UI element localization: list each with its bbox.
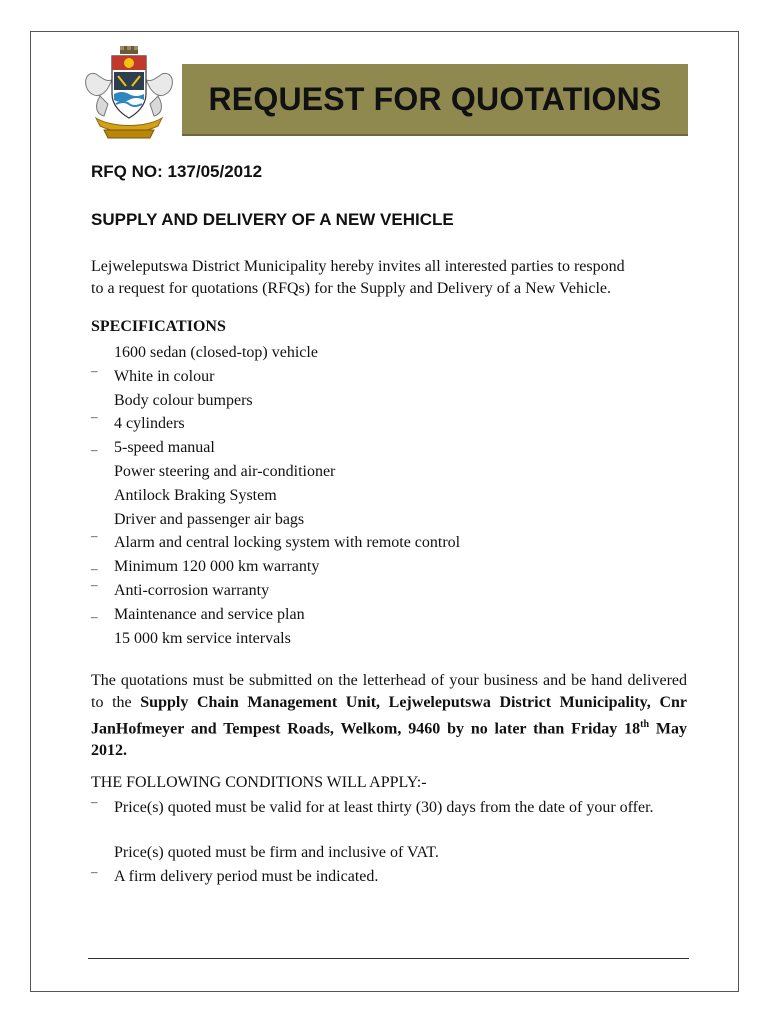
spec-item: Anti-corrosion warranty — [114, 581, 270, 599]
spec-item: Body colour bumpers — [114, 391, 253, 409]
rfq-number: RFQ NO: 137/05/2012 — [91, 162, 263, 181]
submission-text: The quotations must be submitted on the letterhead of your business and be hand delivered to the — [91, 672, 687, 711]
list-dash-marker: – — [91, 577, 98, 592]
spec-item: Driver and passenger air bags — [114, 510, 305, 528]
conditions-heading: THE FOLLOWING CONDITIONS WILL APPLY:- — [91, 774, 427, 791]
spec-item: Maintenance and service plan — [114, 605, 305, 623]
spec-item: 4 cylinders — [114, 415, 185, 433]
list-dash-marker: – — [91, 442, 98, 457]
specifications-heading: SPECIFICATIONS — [91, 318, 226, 335]
footer-divider — [88, 958, 689, 959]
submission-address: Supply Chain Management Unit, Lejweleputswa District Municipality, Cnr JanHofmeyer and Tempest Roads, Welkom, 9460 by no later than Friday 18 — [91, 694, 687, 738]
list-dash-marker: – — [91, 528, 98, 543]
spec-item: 15 000 km service intervals — [114, 629, 291, 647]
specifications-list — [114, 341, 460, 650]
submission-paragraph — [91, 670, 687, 762]
coat-of-arms-logo — [78, 44, 180, 140]
condition-item: Price(s) quoted must be valid for at least thirty (30) days from the date of your offer. — [114, 799, 654, 816]
spec-item: 5-speed manual — [114, 439, 215, 457]
intro-paragraph — [91, 256, 687, 300]
spec-item: Power steering and air-conditioner — [114, 462, 336, 480]
spec-item: Minimum 120 000 km warranty — [114, 558, 320, 576]
spec-item: White in colour — [114, 367, 215, 385]
list-dash-marker: – — [91, 794, 98, 809]
list-dash-marker: – — [91, 561, 98, 576]
list-dash-marker: – — [91, 609, 98, 624]
list-dash-marker: – — [91, 864, 98, 879]
submission-deadline: May 2012. — [91, 720, 687, 760]
spec-item: Alarm and central locking system with remote control — [114, 534, 461, 552]
date-ordinal-suffix: th — [640, 719, 650, 730]
document-title: REQUEST FOR QUOTATIONS — [208, 80, 662, 117]
condition-item: A firm delivery period must be indicated. — [114, 868, 379, 885]
intro-line-1: Lejweleputswa District Municipality hereby invites all interested parties to respond — [91, 258, 625, 275]
condition-item: Price(s) quoted must be firm and inclusive of VAT. — [114, 844, 439, 861]
list-dash-marker: – — [91, 363, 98, 378]
spec-item: Antilock Braking System — [114, 486, 277, 504]
list-dash-marker: – — [91, 409, 98, 424]
intro-line-2: to a request for quotations (RFQs) for the Supply and Delivery of a New Vehicle. — [91, 280, 612, 297]
document-title-banner — [182, 64, 688, 136]
section-heading: SUPPLY AND DELIVERY OF A NEW VEHICLE — [91, 210, 454, 229]
spec-item: 1600 sedan (closed-top) vehicle — [114, 344, 318, 361]
